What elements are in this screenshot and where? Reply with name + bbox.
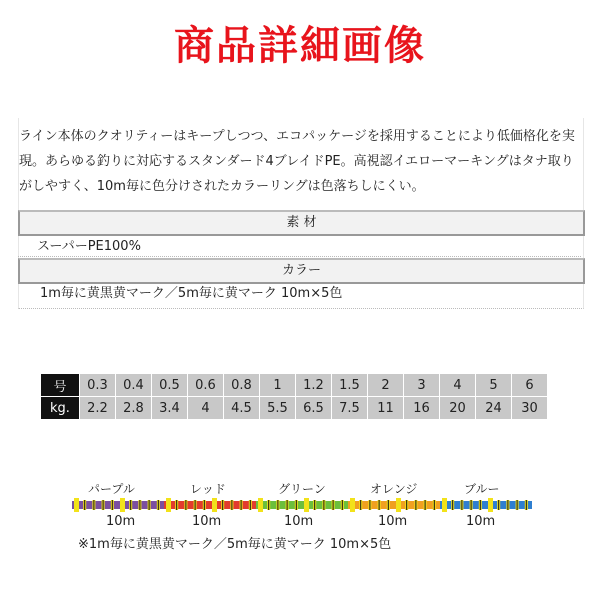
size-cell: 6 <box>512 374 548 397</box>
color-value: 1m毎に黄黒黄マーク／5m毎に黄マーク 10m×5色 <box>40 286 343 301</box>
black-marker <box>461 500 462 510</box>
segment-length: 10m <box>378 514 408 529</box>
strength-cell: 11 <box>368 397 404 420</box>
segment-length: 10m <box>106 514 136 529</box>
black-marker <box>425 500 426 510</box>
black-marker <box>314 500 315 510</box>
size-cell: 0.8 <box>224 374 260 397</box>
black-marker <box>369 500 370 510</box>
segment-length: 10m <box>284 514 314 529</box>
yellow-marker <box>396 498 401 512</box>
color-name: ブルー <box>464 482 500 496</box>
black-marker <box>507 500 508 510</box>
color-name: パープル <box>88 482 135 496</box>
size-row <box>41 374 548 397</box>
size-header: 号 <box>41 374 80 397</box>
black-marker <box>231 500 232 510</box>
yellow-marker <box>212 498 217 512</box>
strength-cell: 7.5 <box>332 397 368 420</box>
size-cell: 1 <box>260 374 296 397</box>
divider <box>18 256 581 257</box>
black-marker <box>93 500 94 510</box>
black-marker <box>84 500 85 510</box>
black-marker <box>103 500 104 510</box>
black-marker <box>250 500 251 510</box>
strength-cell: 3.4 <box>152 397 188 420</box>
size-cell: 5 <box>476 374 512 397</box>
size-cell: 0.4 <box>116 374 152 397</box>
color-name: オレンジ <box>370 482 418 496</box>
black-marker <box>222 500 223 510</box>
black-marker <box>388 500 389 510</box>
yellow-marker <box>74 498 79 512</box>
black-marker <box>268 500 269 510</box>
strength-cell: 30 <box>512 397 548 420</box>
black-marker <box>323 500 324 510</box>
segment-length: 10m <box>466 514 496 529</box>
black-marker <box>158 500 159 510</box>
color-name: グリーン <box>278 482 326 496</box>
strength-cell: 24 <box>476 397 512 420</box>
color-header: カラー <box>18 258 585 284</box>
black-marker <box>379 500 380 510</box>
size-cell: 0.5 <box>152 374 188 397</box>
strength-cell: 5.5 <box>260 397 296 420</box>
black-marker <box>130 500 131 510</box>
black-marker <box>287 500 288 510</box>
yellow-marker <box>120 498 125 512</box>
size-cell: 0.6 <box>188 374 224 397</box>
black-marker <box>333 500 334 510</box>
description-line: がしやすく、10m毎に色分けされたカラーリングは色落ちしにくい。 <box>19 179 425 194</box>
strength-header: kg. <box>41 397 80 420</box>
yellow-marker <box>258 498 263 512</box>
black-marker <box>406 500 407 510</box>
color-name: レッド <box>190 482 226 496</box>
yellow-marker <box>442 498 447 512</box>
black-marker <box>471 500 472 510</box>
yellow-marker <box>488 498 493 512</box>
product-description <box>19 124 582 199</box>
yellow-marker <box>350 498 355 512</box>
yellow-marker <box>304 498 309 512</box>
segment-length: 10m <box>192 514 222 529</box>
black-marker <box>517 500 518 510</box>
material-value: スーパーPE100% <box>37 239 141 254</box>
size-cell: 4 <box>440 374 476 397</box>
yellow-marker <box>166 498 171 512</box>
material-header: 素 材 <box>18 210 585 236</box>
strength-cell: 20 <box>440 397 476 420</box>
strength-row <box>41 397 548 420</box>
black-marker <box>342 500 343 510</box>
size-cell: 0.3 <box>80 374 116 397</box>
description-line: ライン本体のクオリティーはキープしつつ、エコパッケージを採用することにより低価格化を実 <box>19 129 575 144</box>
black-marker <box>149 500 150 510</box>
strength-cell: 16 <box>404 397 440 420</box>
size-cell: 3 <box>404 374 440 397</box>
color-note: ※1m毎に黄黒黄マーク／5m毎に黄マーク 10m×5色 <box>78 537 392 552</box>
page-title: 商品詳細画像 <box>174 23 426 69</box>
black-marker <box>480 500 481 510</box>
black-marker <box>415 500 416 510</box>
black-marker <box>360 500 361 510</box>
black-marker <box>139 500 140 510</box>
strength-cell: 4.5 <box>224 397 260 420</box>
spec-table <box>40 373 548 420</box>
black-marker <box>526 500 527 510</box>
black-marker <box>296 500 297 510</box>
strength-cell: 4 <box>188 397 224 420</box>
description-line: 現。あらゆる釣りに対応するスタンダード4ブレイドPE。高視認イエローマーキングはタナ取り <box>19 154 574 169</box>
black-marker <box>277 500 278 510</box>
black-marker <box>241 500 242 510</box>
black-marker <box>498 500 499 510</box>
size-cell: 1.5 <box>332 374 368 397</box>
strength-cell: 2.8 <box>116 397 152 420</box>
black-marker <box>176 500 177 510</box>
black-marker <box>195 500 196 510</box>
black-marker <box>434 500 435 510</box>
black-marker <box>204 500 205 510</box>
strength-cell: 6.5 <box>296 397 332 420</box>
black-marker <box>112 500 113 510</box>
size-cell: 1.2 <box>296 374 332 397</box>
strength-cell: 2.2 <box>80 397 116 420</box>
black-marker <box>185 500 186 510</box>
black-marker <box>452 500 453 510</box>
size-cell: 2 <box>368 374 404 397</box>
